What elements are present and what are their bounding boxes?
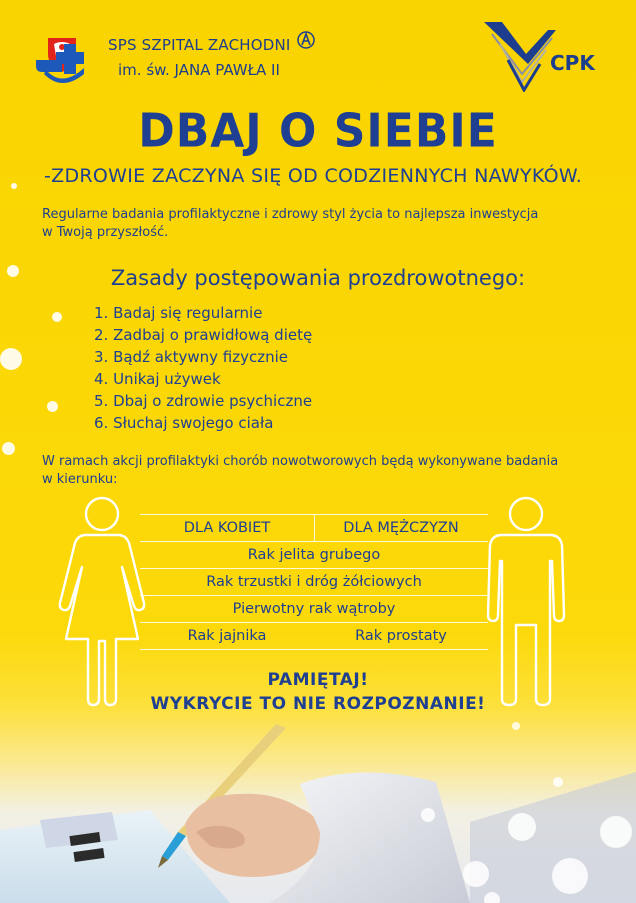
decorative-dot bbox=[11, 183, 17, 189]
table-cell: Rak prostaty bbox=[355, 628, 447, 644]
women-column-header: DLA KOBIET bbox=[183, 520, 271, 536]
list-item: 3. Bądź aktywny fizycznie bbox=[94, 348, 289, 366]
remember-line-2: WYKRYCIE TO NIE ROZPOZNANIE! bbox=[150, 694, 486, 714]
page-title: DBAJ O SIEBIE bbox=[138, 104, 498, 159]
remember-message bbox=[0, 668, 636, 716]
table-row bbox=[140, 569, 488, 596]
decorative-dot bbox=[0, 348, 22, 370]
table-row bbox=[140, 623, 488, 650]
intro-line: Regularne badania profilaktyczne i zdrowy styl życia to najlepsza inwestycja bbox=[42, 207, 539, 222]
hospital-name: SPS SZPITAL ZACHODNI bbox=[108, 36, 291, 54]
table-header-row bbox=[140, 514, 488, 542]
men-column-header: DLA MĘŻCZYZN bbox=[343, 520, 459, 536]
hospital-logo-icon bbox=[32, 30, 94, 90]
page-subtitle: -ZDROWIE ZACZYNA SIĘ OD CODZIENNYCH NAWYKÓW. bbox=[44, 165, 583, 187]
table-cell: Rak jajnika bbox=[187, 628, 267, 644]
table-row bbox=[140, 542, 488, 569]
screening-intro bbox=[42, 453, 602, 489]
screening-table bbox=[140, 514, 488, 650]
table-cell: Rak jelita grubego bbox=[247, 547, 381, 563]
decorative-dot bbox=[2, 442, 15, 455]
list-item: 1. Badaj się regularnie bbox=[94, 304, 263, 322]
table-cell: Rak trzustki i dróg żółciowych bbox=[206, 574, 422, 590]
rules-heading: Zasady postępowania prozdrowotnego: bbox=[110, 266, 526, 290]
screening-intro-line: W ramach akcji profilaktyki chorób nowotworowych będą wykonywane badania bbox=[42, 454, 559, 469]
hospital-subtitle: im. św. JANA PAWŁA II bbox=[118, 61, 280, 79]
decorative-dot bbox=[52, 312, 62, 322]
list-item: 6. Słuchaj swojego ciała bbox=[94, 414, 274, 432]
decorative-dot bbox=[47, 401, 58, 412]
list-item: 2. Zadbaj o prawidłową dietę bbox=[94, 326, 313, 344]
intro-text bbox=[42, 206, 562, 242]
accreditation-a-icon bbox=[296, 30, 316, 50]
cpk-logo-text: CPK bbox=[550, 51, 595, 75]
intro-line: w Twoją przyszłość. bbox=[42, 225, 169, 240]
table-row bbox=[140, 596, 488, 623]
list-item: 4. Unikaj używek bbox=[94, 370, 221, 388]
table-cell: Pierwotny rak wątroby bbox=[232, 601, 396, 617]
remember-line-1: PAMIĘTAJ! bbox=[267, 670, 369, 690]
hand-writing-photo bbox=[0, 712, 636, 903]
screening-intro-line: w kierunku: bbox=[42, 472, 118, 487]
list-item: 5. Dbaj o zdrowie psychiczne bbox=[94, 392, 313, 410]
column-divider bbox=[314, 515, 315, 541]
rules-list bbox=[94, 302, 312, 434]
